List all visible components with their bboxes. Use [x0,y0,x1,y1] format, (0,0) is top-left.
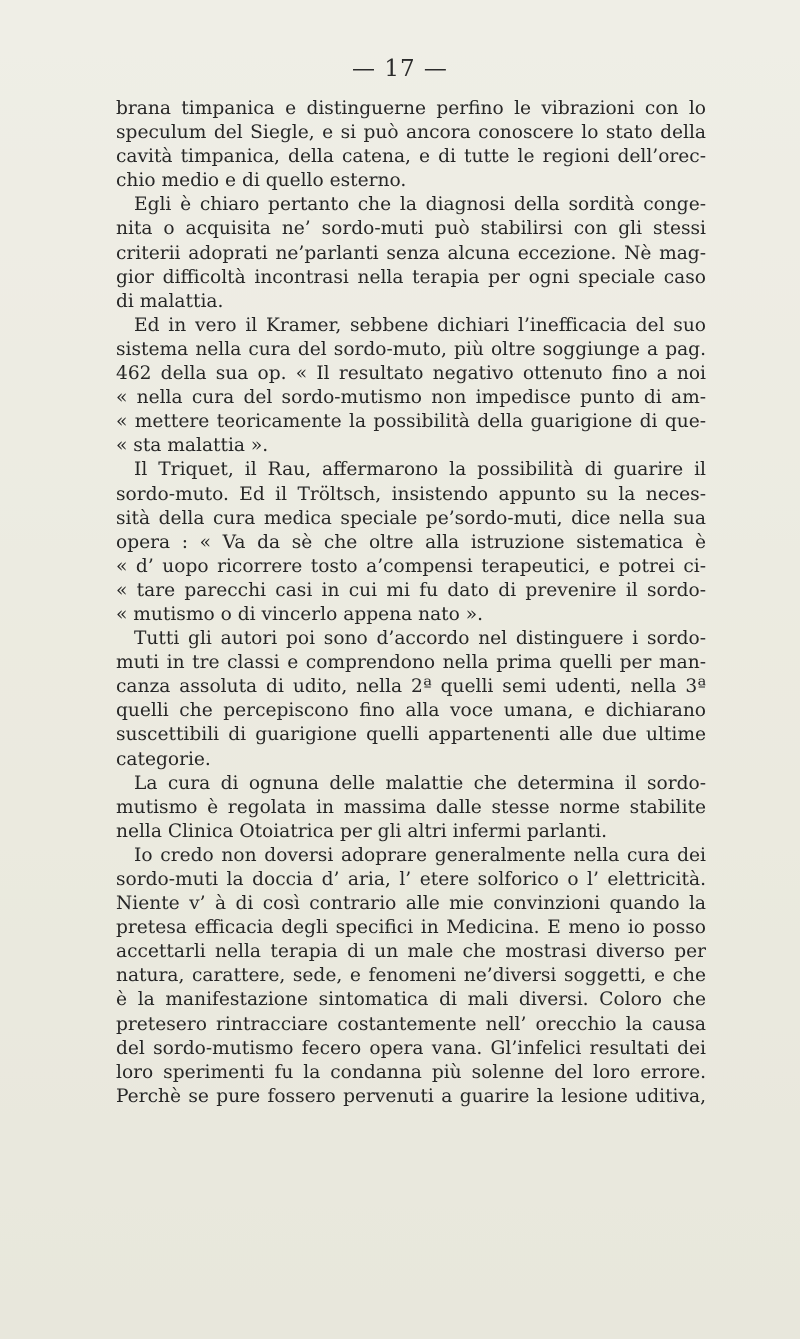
text-line: La cura di ognuna delle malattie che determina il sordo- [134,772,706,794]
text-line: mutismo è regolata in massima dalle stesse norme stabilite [116,796,706,818]
text-line: categorie. [116,748,211,770]
text-line: « mettere teoricamente la possibilità della guarigione di que- [116,411,706,433]
text-line: accettarli nella terapia di un male che mostrasi diverso per [116,941,706,963]
text-line: di malattia. [116,290,224,312]
text-line: « mutismo o di vincerlo appena nato ». [116,603,484,625]
text-line: canza assoluta di udito, nella 2ª quelli semi udenti, nella 3ª [116,676,706,698]
text-line: Perchè se pure fossero pervenuti a guarire la lesione uditiva, [116,1085,706,1107]
text-line: pretesa efficacia degli specifici in Medicina. E meno io posso [116,917,706,939]
text-line: suscettibili di guarigione quelli appartenenti alle due ultime [116,724,706,746]
text-line: natura, carattere, sede, e fenomeni ne’diversi soggetti, e che [116,965,706,987]
text-line: gior difficoltà incontrasi nella terapia per ogni speciale caso [116,266,706,288]
text-line: Io credo non doversi adoprare generalmente nella cura dei [134,844,706,866]
text-line: « tare parecchi casi in cui mi fu dato di prevenire il sordo- [116,579,706,601]
text-line: criterii adoprati ne’parlanti senza alcuna eccezione. Nè mag- [116,242,706,264]
text-line: opera : « Va da sè che oltre alla istruzione sistematica è [116,531,706,553]
text-line: sordo-muti la doccia d’ aria, l’ etere solforico o l’ elettricità. [116,869,706,890]
text-line: sordo-muto. Ed il Tröltsch, insistendo appunto su la neces- [116,483,706,505]
text-line: Ed in vero il Kramer, sebbene dichiari l’inefficacia del suo [134,314,706,336]
text-line: Tutti gli autori poi sono d’accordo nel distinguere i sordo- [134,628,706,650]
text-line: sità della cura medica speciale pe’sordo-muti, dice nella sua [116,507,706,529]
text-line: brana timpanica e distinguerne perfino le vibrazioni con lo [116,98,706,119]
text-line: speculum del Siegle, e si può ancora conoscere lo stato della [116,122,706,144]
text-line: « sta malattia ». [116,435,269,457]
text-line: « d’ uopo ricorrere tosto a’compensi terapeutici, e potrei ci- [116,555,706,577]
text-line: chio medio e di quello esterno. [116,170,407,192]
page-number: — 17 — [352,56,448,82]
text-line: « nella cura del sordo-mutismo non impedisce punto di am- [116,387,706,409]
text-line: 462 della sua op. « Il resultato negativo ottenuto fino a noi [116,363,706,385]
body-text [116,97,706,1109]
text-line: quelli che percepiscono fino alla voce umana, e dichiarano [116,700,706,722]
text-line: sistema nella cura del sordo-muto, più oltre soggiunge a pag. [116,338,706,360]
text-line: Niente v’ à di così contrario alle mie convinzioni quando la [116,893,706,915]
text-line: nita o acquisita ne’ sordo-muti può stabilirsi con gli stessi [116,218,706,240]
text-line: del sordo-mutismo fecero opera vana. Gl’infelici resultati dei [116,1037,706,1059]
text-line: pretesero rintracciare costantemente nell’ orecchio la causa [116,1013,706,1035]
text-line: è la manifestazione sintomatica di mali diversi. Coloro che [116,989,706,1011]
text-line: muti in tre classi e comprendono nella prima quelli per man- [116,652,706,674]
text-line: cavità timpanica, della catena, e di tutte le regioni dell’orec- [116,146,706,168]
text-line: nella Clinica Otoiatrica per gli altri infermi parlanti. [116,820,608,842]
text-line: Il Triquet, il Rau, affermarono la possibilità di guarire il [134,459,706,481]
text-line: loro sperimenti fu la condanna più solenne del loro errore. [116,1061,706,1083]
text-line: Egli è chiaro pertanto che la diagnosi della sordità conge- [134,194,706,216]
